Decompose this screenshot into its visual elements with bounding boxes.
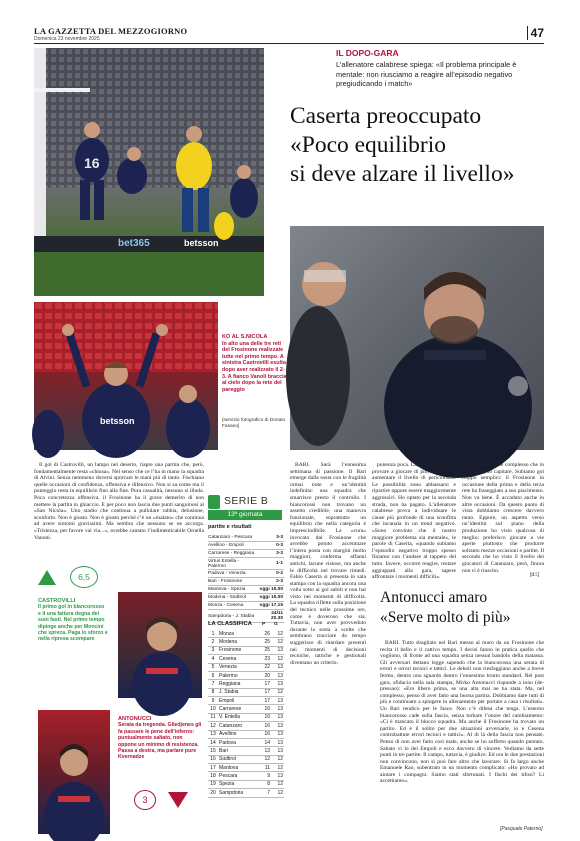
masthead: [34, 26, 544, 44]
standings-pos: 6: [211, 672, 215, 679]
standings-games: 13: [277, 739, 283, 746]
result-match: Padova - Venezia: [208, 571, 246, 577]
standings-pos: 9: [211, 697, 215, 704]
standings-team: Catanzaro: [219, 722, 243, 729]
standings-games: 13: [277, 747, 283, 754]
standings-row: [208, 764, 284, 772]
standings-points: 22: [264, 664, 270, 671]
headline-line-1: Caserta preoccupato: [290, 103, 482, 129]
result-score: 24/11 20.30: [270, 611, 283, 622]
serie-b-header: SERIE B: [224, 495, 269, 507]
standings-pos: 1: [211, 630, 215, 637]
rating-top-name: CASTROVILLI: [38, 598, 76, 604]
result-row: [208, 558, 284, 570]
photo-caption: [222, 334, 288, 393]
classifica-col-p: P: [262, 622, 266, 627]
standings-games: 12: [277, 639, 283, 646]
result-row: [208, 534, 284, 542]
standings-row: [208, 646, 284, 654]
article-column-3-text: ponenza poca. La sfida, perciò, era provare a giocare di più, ad alzare e aumentare il livello di pericolosità. Le possibilità sono abbassarsi e ripartire oppure essere maggiormente aggressivi. Ho optato per la seconda strada, non ha pagato. L’allenatore calabrese prova a individuare le cause più profonde di una sconfitta che incanala in un trend negativo. «Sono convinto che il nostro maggiore problema sia mentale», le parole di Caserta, «quando subiamo l’episodio negativo troppo spesso finiamo con l’andare al tappeto del tutto. Invece, occorre reagire, restare aggrappati alla gara, sapere affrontare i momenti difficili».: [372, 462, 456, 581]
result-score: oggi 15.00: [259, 595, 283, 601]
article2-headline: [380, 588, 544, 627]
result-score: 2-3: [276, 579, 283, 585]
result-match: Monza - Cesena: [208, 603, 244, 609]
standings-row: [208, 630, 284, 638]
ad-board: bet365: [118, 238, 150, 249]
classifica-title: LA CLASSIFICA: [208, 621, 252, 627]
result-row: [208, 578, 284, 586]
caption-text: In alto una delle tre reti del Frosinone realizzate tutte nel primo tempo. A sinistra Castrovilli esulta dopo aver realizzato il 2-3. A fianco Vanoli braccia al cielo dopo la rete del pareggio: [222, 340, 287, 393]
article-subtitle: L’allenatore calabrese spiega: «Il problema principale è mentale: non riusciamo a reagire all’episodio negativo pregiudicando i match»: [336, 60, 517, 89]
article-column-4-signature: [d.l.]: [530, 572, 540, 578]
article-column-2-text: BARI. Sarà l’ennesima settimana di passione. Il Bari emerge dalla sosta con le fragilità ormai note e un’identità indefinita: una squadra che smarrisce presto il controllo. I biancorossi non trovano un assetto credibile, una manovra funzionale, soprattutto un equilibrio che nella categoria è imprescindibile. La «cura» invocata dal Frosinone che avrebbe potuto accentuare l’intera posta con margini molto maggiori, conferma affanni antichi, lacune vistose, ma anche le difficoltà nel trovare rimedi. Fabio Caserta si presenta in sala stampa con la squadra ancora una volta sotto ai gol subiti e non hai visto nei momenti di difficoltà. La squadra riflette sulla posizione del tecnico nelle prossime ore, come è doveroso che sia. Tuttavia, non aver provveduto durante la sosta a scelte che sembrano tracciare da tempo suggerisce di ritardare presenti nei momenti di decisioni tecniche, tattiche e gestionali diventano un criterio.: [290, 462, 366, 666]
standings-games: 13: [277, 672, 283, 679]
standings-team: Monza: [219, 630, 235, 637]
standings-team: Avellino: [219, 731, 237, 738]
rating-up-icon: [38, 570, 56, 585]
standings-team: Pescara: [219, 773, 238, 780]
standings-team: Padova: [219, 739, 236, 746]
standings-points: 12: [264, 756, 270, 763]
standings-points: 25: [264, 647, 270, 654]
standings-points: 14: [264, 739, 270, 746]
standings-team: Spezia: [219, 781, 235, 788]
result-score: 3-3: [276, 535, 283, 540]
result-row: [208, 570, 284, 578]
standings-row: [208, 789, 284, 797]
rating-grade-bottom: 3: [134, 790, 156, 810]
standings-row: [208, 730, 284, 738]
standings-row: [208, 738, 284, 746]
standings-games: 13: [277, 722, 283, 729]
result-score: oggi 17.15: [259, 603, 283, 609]
article-column-4-text: rare il frangente complesso che in una gara può capitare. Subiamo gol troppo semplici: il Frosinone in occasione della prima e della terza rete ha fraseggiato a suo piacimento. Non va bene. È accaduto anche in altre occasioni. Da questo punto di vista dobbiamo crescere davvero tanto. Eppure, un aspetto verso un’identità sul piano della produzione ho visto qualcosa di meglio: preferisco giocare a vie aperte piuttosto che produrre soltanto mezze occasioni e partite. Il secondo che ho visto il livello dei giocatori di Catanzaro, però, finora non ci è riuscito.: [462, 462, 545, 574]
result-match: Catanzaro - Pescara: [208, 535, 252, 540]
standings-pos: 12: [210, 722, 216, 729]
result-row: [208, 594, 284, 602]
results-title: partite e risultati: [208, 524, 252, 530]
standings-points: 17: [264, 697, 270, 704]
standings-row: [208, 780, 284, 788]
standings-points: 7: [267, 789, 270, 796]
rating-grade-top: 6,5: [70, 566, 98, 588]
standings-row: [208, 697, 284, 705]
standings-team: Frosinone: [219, 647, 242, 654]
result-match: Bari - Frosinone: [208, 579, 243, 585]
standings-points: 20: [264, 672, 270, 679]
standings-games: 12: [277, 789, 283, 796]
article2-body: [380, 640, 544, 824]
result-match: Avellino - Empoli: [208, 543, 244, 548]
classifica-col-g: G: [274, 622, 278, 627]
standings-pos: 17: [210, 764, 216, 771]
result-score: 3-3: [276, 551, 283, 556]
article2-headline-line-2: «Serve molto di più»: [380, 608, 511, 626]
shirt-number: 16: [84, 155, 100, 171]
standings-points: 16: [264, 722, 270, 729]
standings-pos: 15: [210, 747, 216, 754]
standings-pos: 2: [211, 639, 215, 646]
standings-pos: 13: [210, 731, 216, 738]
standings-pos: 19: [210, 781, 216, 788]
standings-games: 12: [277, 655, 283, 662]
article-column-3: [372, 462, 456, 581]
standings-games: 12: [277, 689, 283, 696]
standings-games: 12: [277, 630, 283, 637]
standings-games: 13: [277, 731, 283, 738]
standings-games: 13: [277, 680, 283, 687]
result-score: 0-3: [276, 543, 283, 548]
standings-row: [208, 722, 284, 730]
standings-points: 8: [267, 781, 270, 788]
standings-row: [208, 688, 284, 696]
page-number: 47: [527, 26, 544, 40]
standings-row: [208, 705, 284, 713]
standings-team: Südtirol: [219, 756, 236, 763]
round-label: 13ª giornata: [208, 510, 282, 520]
result-row: [208, 602, 284, 610]
result-match: Carrarese - Reggiana: [208, 551, 255, 556]
standings-points: 9: [267, 773, 270, 780]
result-score: 1-1: [276, 561, 283, 567]
standings-pos: 3: [211, 647, 215, 654]
results-table: [208, 534, 284, 623]
issue-date: Domenica 23 novembre 2025: [34, 36, 100, 42]
standings-row: [208, 671, 284, 679]
standings-team: V. Entella: [219, 714, 240, 721]
article2-signature: [Pasquale Paterno]: [500, 826, 543, 832]
headline-line-2: «Poco equilibrio: [290, 132, 446, 158]
standings-games: 13: [277, 647, 283, 654]
standings-pos: 14: [210, 739, 216, 746]
result-row: [208, 542, 284, 550]
standings-pos: 10: [210, 706, 216, 713]
article-column-1-text: Il gol di Castrovilli, un lampo nel deserto, riapre una partita che, però, fondamentalmente resta «chiusa». Nel senso che ce l’ha in mano la squadra di Alvini. Senza nemmeno doversi sporcare le mani più di tanto. Fischiano quelle occasioni di confidenza, offensiva e difensivo. Non si sa come ma il punteggio resta in equilibrio fino alla fine. Pura casualità, nessuno si illuda. Poca concretezza offensiva, il Frosinone ha il grave demerito di non mettere la partita in ghiaccio. E per poco non lascia due punti sanguinosi al «San Nicola». Uno stadio che continua a pullulare rabbia, delusione, sconforto. Non è giusto. Non è giusto perché c’è un «malato» che continua ad avere sintomi gravissimi. Ma sembra che nessuno se ne accorga. «Tristezza, per favore vai via...», avrebbe cantato l’indimenticabile Ornella Vanoni.: [34, 462, 204, 541]
article-kicker: IL DOPO-GARA: [336, 48, 399, 58]
standings-games: 13: [277, 714, 283, 721]
ad-board-2: betsson: [184, 238, 219, 248]
standings-points: 17: [264, 680, 270, 687]
result-match: Sampdoria - J. Stabia: [208, 613, 255, 619]
result-score: 0-2: [276, 571, 283, 577]
serie-b-box: [206, 490, 284, 830]
standings-games: 12: [277, 781, 283, 788]
standings-team: Palermo: [219, 672, 238, 679]
standings-row: [208, 638, 284, 646]
result-row: [208, 586, 284, 594]
standings-team: Reggiana: [219, 680, 241, 687]
result-match: Modena - Südtirol: [208, 595, 246, 601]
rating-bottom-name: ANTONUCCI: [118, 716, 152, 722]
standings-games: 13: [277, 706, 283, 713]
standings-points: 16: [264, 714, 270, 721]
match-action-photo: [34, 48, 264, 296]
standings-games: 13: [277, 773, 283, 780]
standings-points: 25: [264, 639, 270, 646]
masthead-rule: [34, 43, 544, 44]
standings-pos: 18: [210, 773, 216, 780]
standings-pos: 7: [211, 680, 215, 687]
standings-table: [208, 630, 284, 798]
standings-team: Empoli: [219, 697, 235, 704]
rating-top-body: Il primo gol in biancorosso e il una fattura degna dei suoi fasti. Nel primo tempo dipinge anche per Moncini che spreca. Paga lo sforzo e nella ripresa scompare: [38, 604, 108, 643]
result-match: Mantova - Spezia: [208, 587, 246, 593]
newspaper-name: LA GAZZETTA DEL MEZZOGIORNO: [34, 26, 188, 36]
article2-headline-line-1: Antonucci amaro: [380, 589, 488, 606]
standings-pos: 11: [210, 714, 216, 721]
standings-games: 12: [277, 756, 283, 763]
antonucci-photo: [38, 710, 110, 834]
standings-pos: 8: [211, 689, 215, 696]
standings-pos: 16: [210, 756, 216, 763]
standings-points: 26: [264, 630, 270, 637]
standings-team: Bari: [219, 747, 228, 754]
result-match: Virtus Entella - Palermo: [208, 558, 240, 569]
coach-photo: [290, 226, 544, 450]
article-column-4: [462, 462, 545, 574]
standings-team: Mantova: [219, 764, 239, 771]
standings-team: Modena: [219, 639, 238, 646]
rating-bottom-text: [118, 716, 202, 761]
shirt-sponsor: betsson: [100, 416, 135, 426]
castrovilli-photo: [118, 592, 202, 698]
standings-team: Cesena: [219, 655, 237, 662]
standings-row: [208, 755, 284, 763]
article-headline: [290, 102, 544, 189]
standings-team: J. Stabia: [219, 689, 239, 696]
rating-down-icon: [168, 792, 188, 808]
article-column-2: [290, 462, 366, 834]
headline-line-3: si deve alzare il livello»: [290, 161, 515, 187]
standings-points: 23: [264, 655, 270, 662]
standings-row: [208, 663, 284, 671]
standings-points: 13: [264, 747, 270, 754]
standings-points: 16: [264, 706, 270, 713]
standings-pos: 4: [211, 655, 215, 662]
standings-points: 17: [264, 689, 270, 696]
rating-top-text: [38, 598, 108, 643]
standings-points: 16: [264, 731, 270, 738]
standings-pos: 5: [211, 664, 215, 671]
standings-games: 13: [277, 697, 283, 704]
article2-body-text: BARI. Tutto sbagliato nel Bari messo al muro da un Frosinone che recita il bello e il cattivo tempo. I decisi fanno in pratica quello che vogliono, di fronte ad una squadra senza nessun bandolo della matassa. Gli avversari dettano legge sapendo che la biancorossa una serata di errori e orrori tecnici e tattici. Le deboli non riesfaggiano anche a breve fermo, dentro uno sguardo dentro l’ennesimo brutto standard. Nel post gara, sfiducia nella sala stampa, Mirko Antonucci risponde a tono (de-pressao): «Ero libero prima, se una alta mai ne ha stata. Ma, nel complesso, penso di aver fatto una buona partita. Dobbiamo dare tutti di più e continuare a spingere in allenamento per portare a casa i risultati». Un Bari rendico per le fasce. Non c’è difesa che tenga. L’esterno biancorosso cade sulla fascia, senza turbare l’onore del cambiamento: «Ci è mancato il blocco squadra. Ma anche il Frosinone ha trovato un partito. Ed è il solito per due situazioni avversarie, io e Cesena controbattute errori tecnici e tattici». Al di là della fascia non pensate. Penso di non aver fatto così male, anche se ho sofferto quando puntato. Sabato vi lo del Empoli e ecco davvero di vincere. Vediamo da sette punti in tre partite. Il campo, tuttavia, è giudice. Ed ora le due prestazioni non convincono, non si può fare altro che lavorare. Si fa largo anche Emanuele Rao, subentrato in un momento complicato: «Ho provato ad aiutare i compagni. Siamo stati sfortunati. I fischi dei tifosi? Li accettiamo».: [380, 640, 544, 785]
standings-team: Venezia: [219, 664, 237, 671]
result-row: [208, 550, 284, 558]
standings-pos: 20: [210, 789, 216, 796]
celebration-photo: [34, 302, 218, 450]
standings-team: Sampdoria: [219, 789, 244, 796]
standings-row: [208, 747, 284, 755]
standings-games: 13: [277, 664, 283, 671]
standings-row: [208, 713, 284, 721]
caption-lead: KO AL S.NICOLA: [222, 334, 268, 340]
standings-row: [208, 680, 284, 688]
serie-b-logo-icon: [208, 495, 220, 509]
rating-bottom-body: Serata da tregenda. Gliedjenes gli fa passare le pene dell’inferno: puntualmente saltato, non oppone un minimo di resistenza. Passa a destra, ma parlare pure Kvernadze: [118, 722, 202, 761]
photo-credit: [servizio fotografico di Donato Fasano]: [222, 418, 286, 429]
article-column-1: [34, 462, 204, 558]
standings-row: [208, 772, 284, 780]
standings-games: 12: [277, 764, 283, 771]
standings-row: [208, 655, 284, 663]
standings-team: Carrarese: [219, 706, 242, 713]
standings-points: 11: [264, 764, 270, 771]
result-score: oggi 15.00: [259, 587, 283, 593]
